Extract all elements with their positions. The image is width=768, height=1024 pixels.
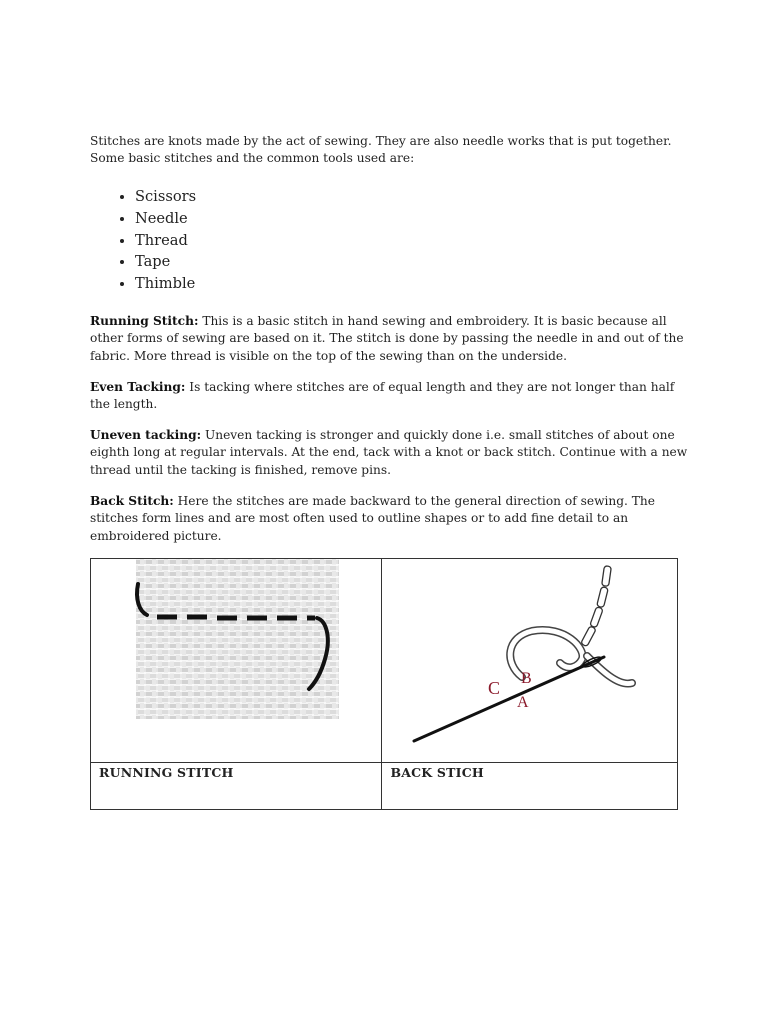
stitch-figure-table: [90, 558, 678, 810]
back-stitch-paragraph: [90, 493, 690, 545]
list-item: • Scissors: [135, 186, 196, 208]
needle: [414, 657, 604, 741]
point-label-c: C: [488, 678, 501, 698]
list-item: • Needle: [135, 208, 196, 230]
tools-list: [112, 186, 196, 295]
running-stitch-illustration: [91, 559, 381, 761]
intro-paragraph: Stitches are knots made by the act of sewing. They are also needle works that is put together. Some basic stitches and the common tools used are:: [90, 134, 672, 165]
uneven-tacking-term: Uneven tacking:: [90, 428, 202, 442]
point-label-a: A: [517, 694, 530, 711]
running-stitch-figure-cell: [91, 559, 382, 763]
back-stitch-caption: BACK STICH: [382, 763, 678, 810]
even-tacking-text: Is tacking where stitches are of equal length and they are not longer than half the length.: [90, 380, 675, 412]
uneven-tacking-paragraph: [90, 427, 690, 479]
running-stitch-caption: RUNNING STITCH: [91, 763, 382, 810]
point-label-b: B: [521, 670, 533, 687]
list-item: • Thimble: [135, 273, 196, 295]
back-stitch-figure-cell: [382, 559, 678, 763]
back-stitch-segments: [581, 566, 612, 647]
list-item: • Tape: [135, 251, 196, 273]
even-tacking-term: Even Tacking:: [90, 380, 186, 394]
fabric-weave: [136, 559, 339, 719]
even-tacking-paragraph: [90, 379, 690, 414]
back-stitch-text: Here the stitches are made backward to the general direction of sewing. The stitches form lines and are most often used to outline shapes or to add fine detail to an embroidered picture.: [90, 494, 655, 543]
running-stitch-paragraph: [90, 313, 690, 365]
back-stitch-term: Back Stitch:: [90, 494, 174, 508]
list-item: • Thread: [135, 230, 196, 252]
back-stitch-illustration: [382, 559, 676, 761]
running-stitch-term: Running Stitch:: [90, 314, 199, 328]
uneven-tacking-text: Uneven tacking is stronger and quickly done i.e. small stitches of about one eighth long at regular intervals. At the end, tack with a knot or back stitch. Continue with a new thread until the tacking is finished, remove pins.: [90, 428, 688, 477]
running-stitch-text: This is a basic stitch in hand sewing and embroidery. It is basic because all other forms of sewing are based on it. The stitch is done by passing the needle in and out of the fabric. More thread is visible on the top of the sewing than on the underside.: [90, 314, 684, 363]
